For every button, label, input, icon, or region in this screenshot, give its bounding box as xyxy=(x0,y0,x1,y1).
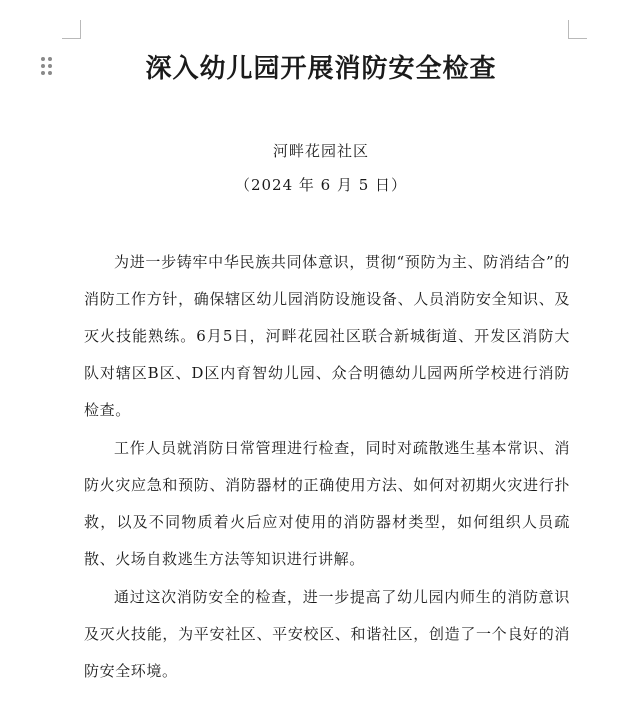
publish-date: （2024 年 6 月 5 日） xyxy=(234,176,408,194)
document-title: 深入幼儿园开展消防安全检查 xyxy=(145,54,497,84)
paragraph: 为进一步铸牢中华民族共同体意识，贯彻“预防为主、防消结合”的消防工作方针，确保辖区幼儿园消防设施设备、人员消防安全知识、及灭火技能熟练。6月5日，河畔花园社区联合新城街道、开发区消防大队对辖区B区、D区内育智幼儿园、众合明德幼儿园两所学校进行消防检查。 xyxy=(84,253,570,419)
paragraph: 通过这次消防安全的检查，进一步提高了幼儿园内师生的消防意识及灭火技能，为平安社区、平安校区、和谐社区，创造了一个良好的消防安全环境。 xyxy=(84,588,570,680)
paragraph: 工作人员就消防日常管理进行检查，同时对疏散逃生基本常识、消防火灾应急和预防、消防器材的正确使用方法、如何对初期火灾进行扑救，以及不同物质着火后应对使用的消防器材类型，如何组织人员疏散、火场自救逃生方法等知识进行讲解。 xyxy=(84,439,570,568)
document-body xyxy=(84,244,570,691)
organization-name: 河畔花园社区 xyxy=(272,142,369,160)
page-corner-mark-top-right xyxy=(568,20,587,39)
page-corner-mark-top-left xyxy=(62,20,81,39)
